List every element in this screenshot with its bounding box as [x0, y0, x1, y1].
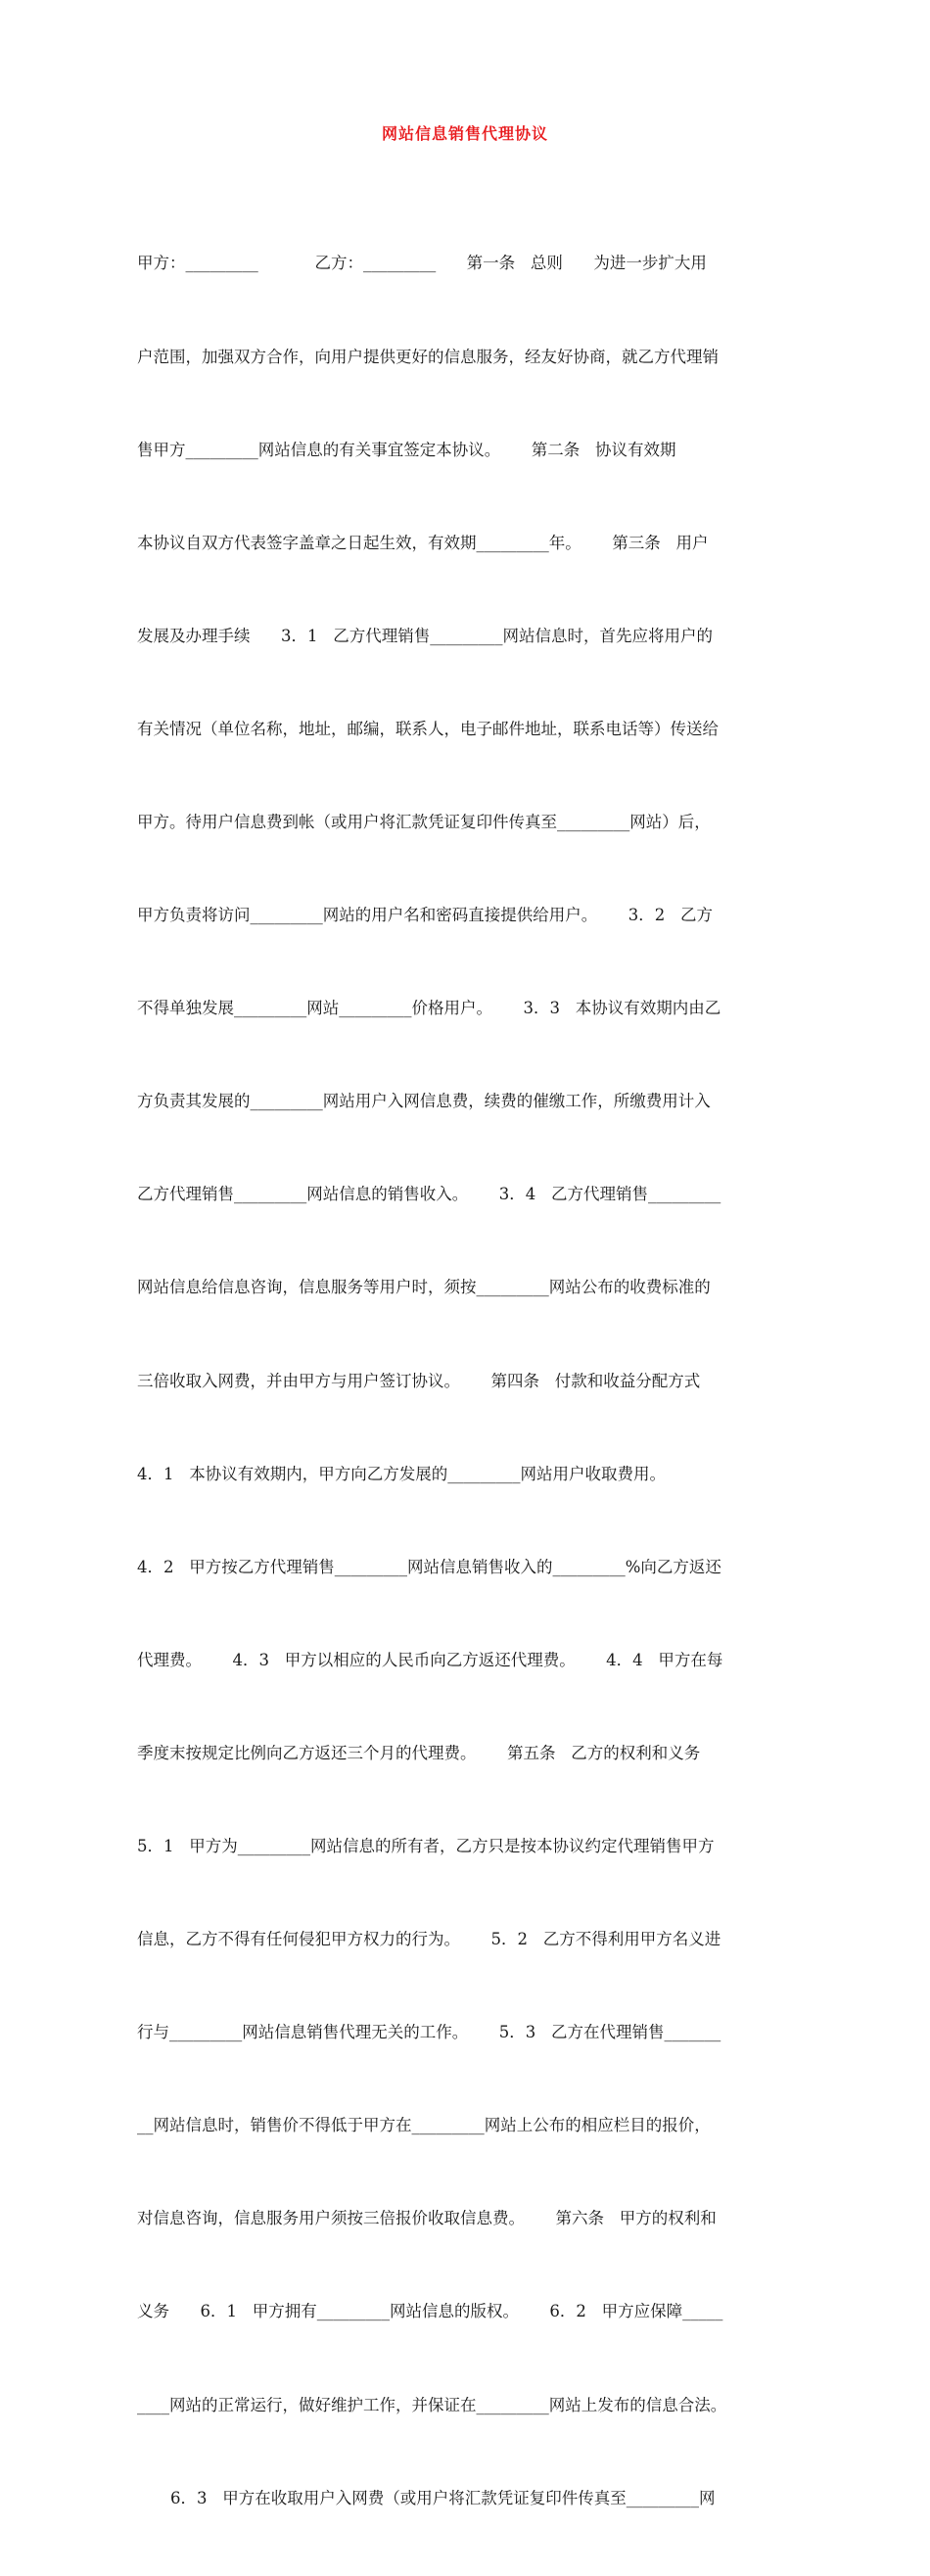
body-line-8: 甲方负责将访问_________网站的用户名和密码直接提供给用户。 3．2 乙方 — [137, 906, 713, 925]
body-line-13: 三倍收取入网费，并由甲方与用户签订协议。 第四条 付款和收益分配方式 — [137, 1371, 701, 1390]
body-line-17: 季度末按规定比例向乙方返还三个月的代理费。 第五条 乙方的权利和义务 — [137, 1743, 701, 1762]
body-line-23: 义务 6．1 甲方拥有_________网站信息的版权。 6．2 甲方应保障_____ — [137, 2302, 723, 2321]
body-line-20: 行与_________网站信息销售代理无关的工作。 5．3 乙方在代理销售_______ — [137, 2023, 721, 2042]
body-line-6: 有关情况（单位名称，地址，邮编，联系人，电子邮件地址，联系电话等）传送给 — [137, 719, 719, 738]
body-line-2: 户范围，加强双方合作，向用户提供更好的信息服务，经友好协商，就乙方代理销 — [137, 347, 719, 366]
body-line-14: 4．1 本协议有效期内，甲方向乙方发展的_________网站用户收取费用。 — [137, 1464, 666, 1483]
body-line-18: 5．1 甲方为_________网站信息的所有者，乙方只是按本协议约定代理销售甲方 — [137, 1837, 715, 1855]
body-line-7: 甲方。待用户信息费到帐（或用户将汇款凭证复印件传真至_________网站）后， — [137, 812, 711, 831]
agreement-body — [137, 186, 795, 2576]
body-line-11: 乙方代理销售_________网站信息的销售收入。 3．4 乙方代理销售_________ — [137, 1185, 721, 1204]
body-line-21: __网站信息时，销售价不得低于甲方在_________网站上公布的相应栏目的报价， — [137, 2116, 711, 2135]
document-title: 网站信息销售代理协议 — [381, 124, 548, 143]
body-line-5: 发展及办理手续 3．1 乙方代理销售_________网站信息时，首先应将用户的 — [137, 626, 713, 645]
body-line-12: 网站信息给信息咨询，信息服务等用户时，须按_________网站公布的收费标准的 — [137, 1278, 711, 1297]
body-line-4: 本协议自双方代表签字盖章之日起生效，有效期_________年。 第三条 用户 — [137, 533, 709, 552]
body-line-15: 4．2 甲方按乙方代理销售_________网站信息销售收入的_________%向乙方返还 — [137, 1557, 721, 1576]
body-line-16: 代理费。 4．3 甲方以相应的人民币向乙方返还代理费。 4．4 甲方在每 — [137, 1650, 723, 1669]
body-line-24: ____网站的正常运行，做好维护工作，并保证在_________网站上发布的信息合法。 — [137, 2395, 727, 2414]
body-line-3: 售甲方_________网站信息的有关事宜签定本协议。 第二条 协议有效期 — [137, 440, 676, 459]
body-line-19: 信息，乙方不得有任何侵犯甲方权力的行为。 5．2 乙方不得利用甲方名义进 — [137, 1930, 721, 1949]
body-line-25: 6．3 甲方在收取用户入网费（或用户将汇款凭证复印件传真至_________网 — [170, 2488, 716, 2507]
body-line-9: 不得单独发展_________网站_________价格用户。 3．3 本协议有效期内由乙 — [137, 999, 721, 1018]
body-line-1: 甲方：_________ 乙方：_________ 第一条 总则 为进一步扩大用 — [137, 254, 707, 273]
body-line-10: 方负责其发展的_________网站用户入网信息费，续费的催缴工作，所缴费用计入 — [137, 1092, 711, 1111]
body-line-22: 对信息咨询，信息服务用户须按三倍报价收取信息费。 第六条 甲方的权利和 — [137, 2209, 717, 2228]
